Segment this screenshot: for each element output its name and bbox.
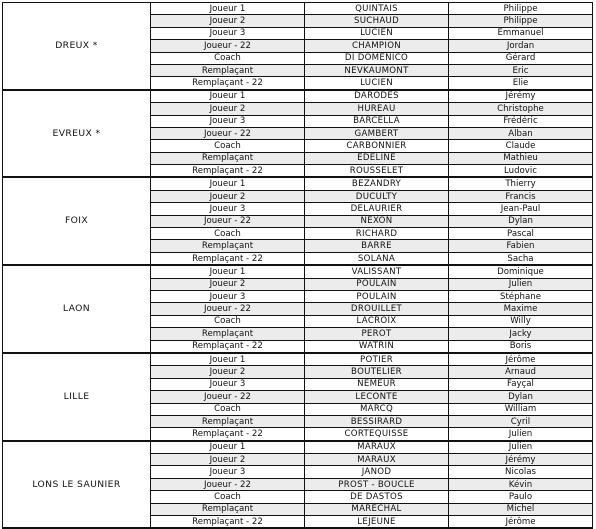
surname-cell: DE DASTOS [305, 491, 449, 503]
firstname-cell: Alban [449, 127, 593, 139]
firstname-cell: Jacky [449, 328, 593, 340]
surname-cell: ROUSSELET [305, 165, 449, 178]
surname-cell: POULAIN [305, 278, 449, 290]
firstname-cell: Jérémy [449, 90, 593, 103]
firstname-cell: Michel [449, 503, 593, 515]
firstname-cell: Kévin [449, 478, 593, 490]
surname-cell: BOUTELIER [305, 366, 449, 378]
surname-cell: CHAMPION [305, 40, 449, 52]
role-cell: Joueur - 22 [151, 391, 305, 403]
club-name: LONS LE SAUNIER [3, 441, 151, 529]
role-cell: Remplaçant [151, 503, 305, 515]
firstname-cell: Jean-Paul [449, 203, 593, 215]
role-cell: Joueur 2 [151, 103, 305, 115]
role-cell: Joueur - 22 [151, 303, 305, 315]
role-cell: Joueur 3 [151, 290, 305, 302]
firstname-cell: Cyril [449, 415, 593, 427]
surname-cell: LECONTE [305, 391, 449, 403]
surname-cell: DARODES [305, 90, 449, 103]
firstname-cell: Emmanuel [449, 27, 593, 39]
role-cell: Remplaçant - 22 [151, 340, 305, 353]
firstname-cell: Nicolas [449, 466, 593, 478]
role-cell: Coach [151, 140, 305, 152]
surname-cell: EDELINE [305, 152, 449, 164]
firstname-cell: Fabien [449, 240, 593, 252]
role-cell: Joueur 1 [151, 177, 305, 190]
surname-cell: LACROIX [305, 315, 449, 327]
role-cell: Joueur - 22 [151, 127, 305, 139]
firstname-cell: William [449, 403, 593, 415]
firstname-cell: Elie [449, 77, 593, 90]
table-row [3, 265, 593, 278]
role-cell: Joueur 1 [151, 265, 305, 278]
surname-cell: DUCULTY [305, 190, 449, 202]
surname-cell: MARECHAL [305, 503, 449, 515]
role-cell: Joueur 3 [151, 203, 305, 215]
firstname-cell: Christophe [449, 103, 593, 115]
firstname-cell: Jérémy [449, 454, 593, 466]
role-cell: Remplaçant - 22 [151, 252, 305, 265]
firstname-cell: Boris [449, 340, 593, 353]
role-cell: Joueur 1 [151, 441, 305, 454]
surname-cell: LUCIEN [305, 77, 449, 90]
role-cell: Joueur - 22 [151, 215, 305, 227]
surname-cell: HUREAU [305, 103, 449, 115]
surname-cell: DI DOMENICO [305, 52, 449, 64]
surname-cell: BARCELLA [305, 115, 449, 127]
firstname-cell: Pascal [449, 228, 593, 240]
firstname-cell: Francis [449, 190, 593, 202]
surname-cell: NEMEUR [305, 378, 449, 390]
surname-cell: CORTEQUISSE [305, 428, 449, 441]
surname-cell: POULAIN [305, 290, 449, 302]
club-name: EVREUX * [3, 90, 151, 178]
role-cell: Joueur 3 [151, 27, 305, 39]
club-name: LAON [3, 265, 151, 353]
firstname-cell: Thierry [449, 177, 593, 190]
firstname-cell: Maxime [449, 303, 593, 315]
surname-cell: SUCHAUD [305, 15, 449, 27]
role-cell: Joueur 2 [151, 454, 305, 466]
surname-cell: MARAUX [305, 441, 449, 454]
role-cell: Remplaçant [151, 328, 305, 340]
role-cell: Joueur 1 [151, 353, 305, 366]
firstname-cell: Julien [449, 428, 593, 441]
role-cell: Remplaçant - 22 [151, 77, 305, 90]
club-name: FOIX [3, 177, 151, 265]
table-row [3, 90, 593, 103]
surname-cell: NEXON [305, 215, 449, 227]
role-cell: Coach [151, 403, 305, 415]
role-cell: Remplaçant - 22 [151, 165, 305, 178]
surname-cell: BESSIRARD [305, 415, 449, 427]
role-cell: Remplaçant - 22 [151, 516, 305, 529]
surname-cell: MARCQ [305, 403, 449, 415]
surname-cell: PROST - BOUCLE [305, 478, 449, 490]
table-row [3, 177, 593, 190]
firstname-cell: Dominique [449, 265, 593, 278]
firstname-cell: Jérôme [449, 353, 593, 366]
surname-cell: CARBONNIER [305, 140, 449, 152]
firstname-cell: Julien [449, 441, 593, 454]
table-row [3, 353, 593, 366]
role-cell: Joueur 1 [151, 3, 305, 15]
firstname-cell: Gérard [449, 52, 593, 64]
firstname-cell: Dylan [449, 391, 593, 403]
role-cell: Coach [151, 228, 305, 240]
roster-table [2, 2, 593, 529]
firstname-cell: Sacha [449, 252, 593, 265]
surname-cell: GAMBERT [305, 127, 449, 139]
role-cell: Joueur 2 [151, 278, 305, 290]
club-name: DREUX * [3, 3, 151, 90]
role-cell: Coach [151, 52, 305, 64]
table-row [3, 3, 593, 15]
surname-cell: DROUILLET [305, 303, 449, 315]
role-cell: Joueur 3 [151, 466, 305, 478]
surname-cell: POTIER [305, 353, 449, 366]
firstname-cell: Jordan [449, 40, 593, 52]
role-cell: Joueur 2 [151, 190, 305, 202]
role-cell: Joueur 2 [151, 15, 305, 27]
firstname-cell: Philippe [449, 15, 593, 27]
club-name: LILLE [3, 353, 151, 441]
surname-cell: LUCIEN [305, 27, 449, 39]
firstname-cell: Ludovic [449, 165, 593, 178]
role-cell: Remplaçant [151, 64, 305, 76]
role-cell: Joueur 3 [151, 378, 305, 390]
role-cell: Remplaçant - 22 [151, 428, 305, 441]
role-cell: Joueur 1 [151, 90, 305, 103]
role-cell: Joueur 2 [151, 366, 305, 378]
firstname-cell: Dylan [449, 215, 593, 227]
role-cell: Remplaçant [151, 152, 305, 164]
firstname-cell: Frédéric [449, 115, 593, 127]
firstname-cell: Stéphane [449, 290, 593, 302]
firstname-cell: Mathieu [449, 152, 593, 164]
surname-cell: DELAURIER [305, 203, 449, 215]
firstname-cell: Arnaud [449, 366, 593, 378]
firstname-cell: Jérôme [449, 516, 593, 529]
firstname-cell: Julien [449, 278, 593, 290]
firstname-cell: Paulo [449, 491, 593, 503]
surname-cell: JANOD [305, 466, 449, 478]
role-cell: Coach [151, 491, 305, 503]
role-cell: Remplaçant [151, 240, 305, 252]
surname-cell: BARRE [305, 240, 449, 252]
role-cell: Joueur 3 [151, 115, 305, 127]
firstname-cell: Willy [449, 315, 593, 327]
surname-cell: WATRIN [305, 340, 449, 353]
firstname-cell: Claude [449, 140, 593, 152]
surname-cell: MARAUX [305, 454, 449, 466]
firstname-cell: Philippe [449, 3, 593, 15]
role-cell: Coach [151, 315, 305, 327]
surname-cell: SOLANA [305, 252, 449, 265]
table-row [3, 441, 593, 454]
surname-cell: VALISSANT [305, 265, 449, 278]
role-cell: Joueur - 22 [151, 478, 305, 490]
surname-cell: BEZANDRY [305, 177, 449, 190]
firstname-cell: Fayçal [449, 378, 593, 390]
surname-cell: LEJEUNE [305, 516, 449, 529]
roster-body [3, 3, 593, 529]
surname-cell: NEVKAUMONT [305, 64, 449, 76]
surname-cell: PEROT [305, 328, 449, 340]
surname-cell: RICHARD [305, 228, 449, 240]
surname-cell: QUINTAIS [305, 3, 449, 15]
firstname-cell: Eric [449, 64, 593, 76]
role-cell: Remplaçant [151, 415, 305, 427]
role-cell: Joueur - 22 [151, 40, 305, 52]
